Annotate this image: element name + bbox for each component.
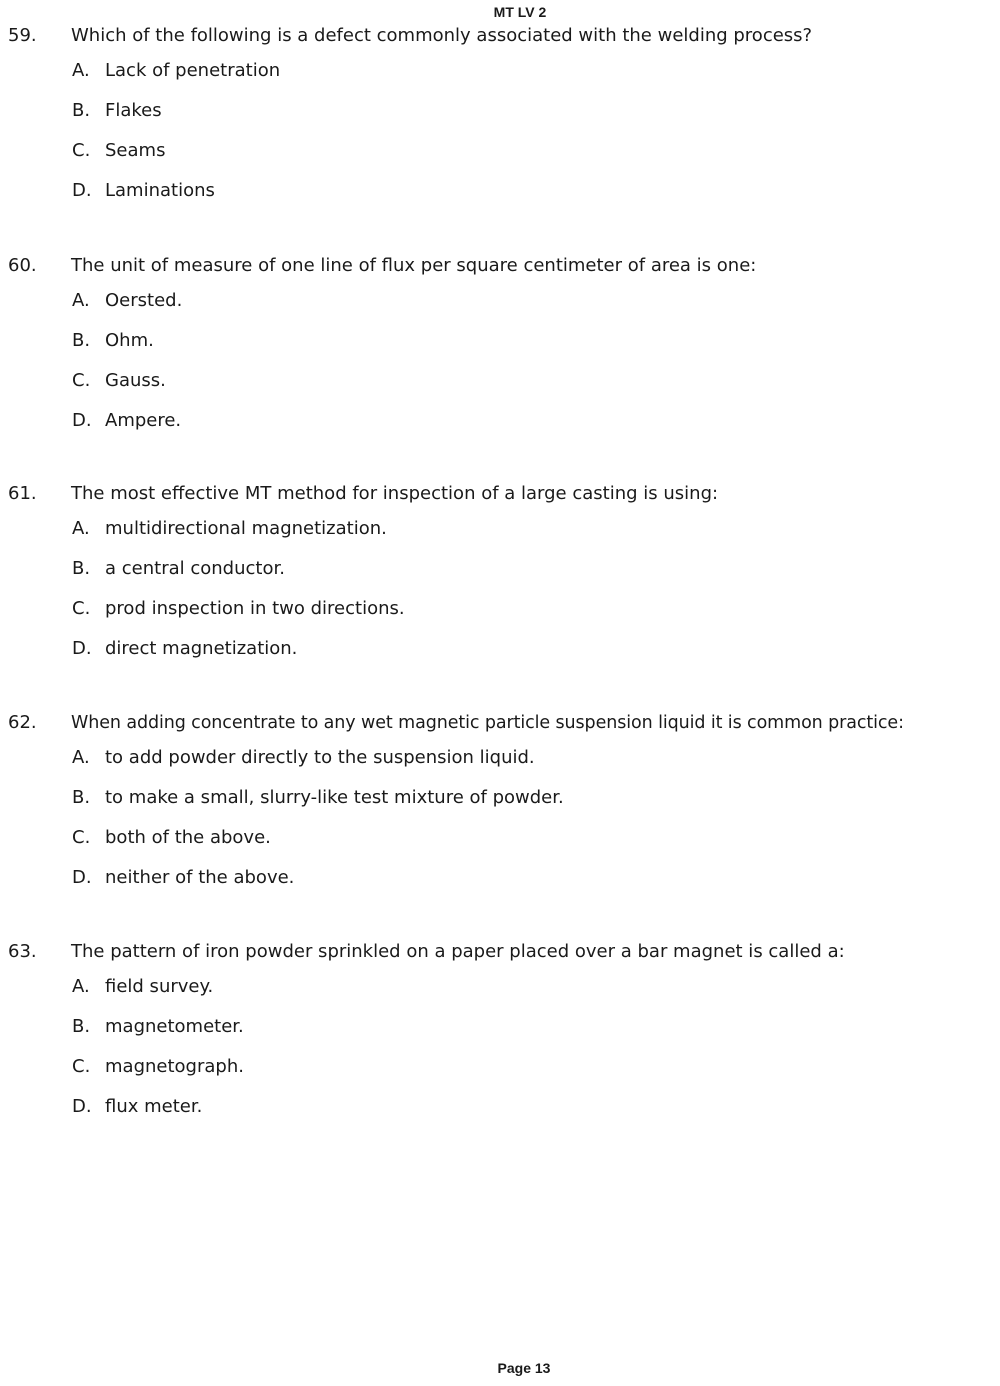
option-letter: C. xyxy=(72,598,91,619)
option-text: both of the above. xyxy=(105,827,271,848)
option-d xyxy=(72,1095,202,1119)
option-text: Laminations xyxy=(105,180,215,201)
page-header: MT LV 2 xyxy=(493,4,547,20)
option-text: Gauss. xyxy=(105,370,166,391)
option-letter: A. xyxy=(72,290,90,311)
option-b xyxy=(72,99,162,123)
option-letter: C. xyxy=(72,1056,91,1077)
option-b xyxy=(72,786,564,810)
option-letter: B. xyxy=(72,558,91,579)
option-a xyxy=(72,746,535,770)
question-number: 63. xyxy=(8,941,37,962)
option-c xyxy=(72,369,166,393)
option-letter: A. xyxy=(72,747,90,768)
option-letter: A. xyxy=(72,518,90,539)
option-letter: B. xyxy=(72,330,91,351)
option-c xyxy=(72,139,165,163)
option-letter: D. xyxy=(72,638,92,659)
option-c xyxy=(72,826,271,850)
option-text: magnetometer. xyxy=(105,1016,244,1037)
question-text: The most effective MT method for inspection of a large casting is using: xyxy=(71,483,719,504)
option-text: to add powder directly to the suspension liquid. xyxy=(105,747,535,768)
option-text: a central conductor. xyxy=(105,558,285,579)
option-letter: D. xyxy=(72,410,92,431)
option-letter: A. xyxy=(72,60,90,81)
option-letter: D. xyxy=(72,1096,92,1117)
question-text: When adding concentrate to any wet magnetic particle suspension liquid it is common practice: xyxy=(71,713,904,733)
option-a xyxy=(72,59,280,83)
option-text: flux meter. xyxy=(105,1096,203,1117)
option-a xyxy=(72,517,387,541)
option-d xyxy=(72,179,215,203)
option-d xyxy=(72,866,294,890)
option-d xyxy=(72,409,181,433)
question-number: 61. xyxy=(8,483,37,504)
option-a xyxy=(72,975,213,999)
option-d xyxy=(72,637,297,661)
option-text: Oersted. xyxy=(105,290,183,311)
question-text: The unit of measure of one line of flux per square centimeter of area is one: xyxy=(71,255,757,276)
question-text: The pattern of iron powder sprinkled on a paper placed over a bar magnet is called a: xyxy=(71,941,845,962)
question-text: Which of the following is a defect commonly associated with the welding process? xyxy=(71,25,813,46)
question-number: 59. xyxy=(8,25,37,46)
option-b xyxy=(72,329,154,353)
option-c xyxy=(72,1055,244,1079)
option-letter: B. xyxy=(72,787,91,808)
option-text: multidirectional magnetization. xyxy=(105,518,387,539)
option-letter: D. xyxy=(72,180,92,201)
option-text: direct magnetization. xyxy=(105,638,298,659)
option-text: Flakes xyxy=(105,100,162,121)
option-c xyxy=(72,597,405,621)
option-letter: D. xyxy=(72,867,92,888)
option-text: neither of the above. xyxy=(105,867,295,888)
option-letter: A. xyxy=(72,976,90,997)
option-text: Seams xyxy=(105,140,166,161)
option-b xyxy=(72,1015,244,1039)
page-number: Page 13 xyxy=(497,1360,551,1376)
question-number: 60. xyxy=(8,255,37,276)
option-text: Ohm. xyxy=(105,330,154,351)
option-text: field survey. xyxy=(105,976,214,997)
option-text: prod inspection in two directions. xyxy=(105,598,405,619)
option-b xyxy=(72,557,285,581)
question-number: 62. xyxy=(8,712,37,733)
option-text: magnetograph. xyxy=(105,1056,244,1077)
option-a xyxy=(72,289,182,313)
option-letter: C. xyxy=(72,140,91,161)
option-text: to make a small, slurry-like test mixture of powder. xyxy=(105,787,564,808)
option-text: Ampere. xyxy=(105,410,182,431)
option-text: Lack of penetration xyxy=(105,60,281,81)
option-letter: B. xyxy=(72,100,91,121)
option-letter: B. xyxy=(72,1016,91,1037)
option-letter: C. xyxy=(72,827,91,848)
option-letter: C. xyxy=(72,370,91,391)
